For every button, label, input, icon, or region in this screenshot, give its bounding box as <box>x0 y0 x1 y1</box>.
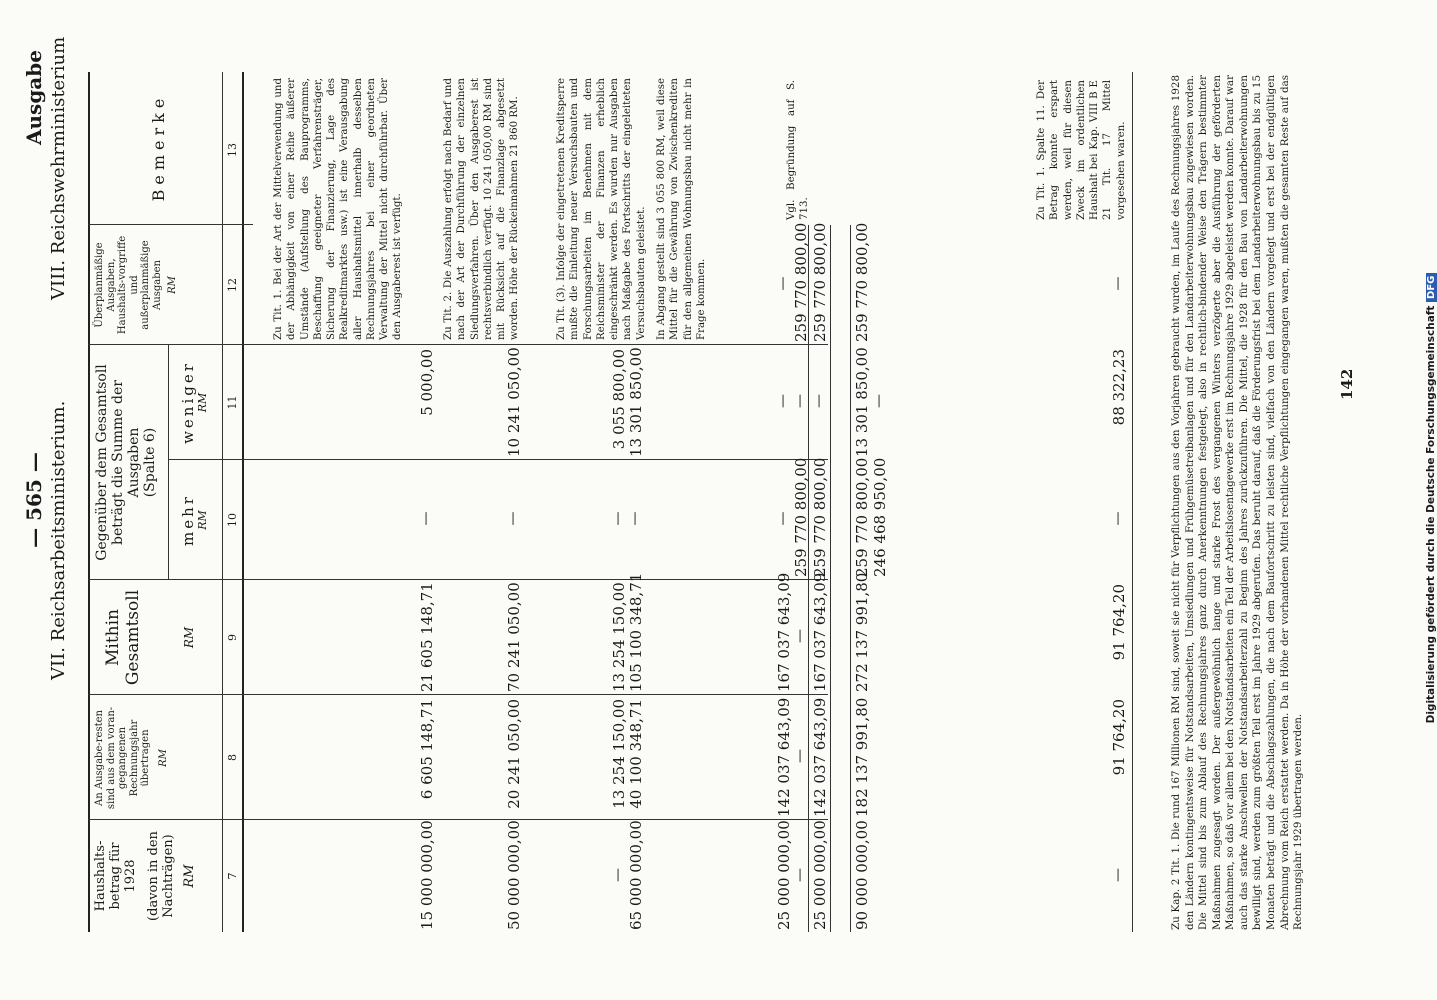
cell-c7: 90 000 000,00 <box>853 820 871 930</box>
footnote-kap2: Zu Kap. 2 Tit. 1. Die rund 167 Millionen RM sind, soweit sie nicht für Verpflichtungen aus den Vorjahren gebraucht wurden, im Laufe des Rechnungsjahres 1928 den Ländern kontingentsweise für Notstandsarbeiten, Umsiedlungen und Frühgemüsetreibanlagen und für den Landarbeiterwohnungsbau zugewiesen worden. Die Mittel sind bis zum Ablauf des Rechnungsjahres ganz durch Anerkenntnungen festgelegt, also in rechtlich-bindender Weise den Trägern bestimmter Maßnahmen zugesagt worden. Der außergewöhnlich lange und starke Frost des vergangenen Winters verzögerte aber die Ausführung der geförderten Maßnahmen, so daß vor allem bei den Notstandsarbeiten ein Teil der Arbeitslosentagewerke erst im Rechnungsjahre 1929 abgeleistet werden konnte. Darauf war auch das starke Anschwellen der Notstandsarbeiterzahl zu Beginn des Jahres zurückzuführen. Die Mittel, die 1928 für den Bau von Landarbeiterwohnungen bewilligt sind, werden zum größten Teil erst im Jahre 1929 abgerufen. Das beruht darauf, daß die Förderungsfrist bei dem Landarbeiterwohnungsbau bis zu 15 Monaten beträgt und die Abschlagszahlungen, die nach dem Baufortschritt zu leisten sind, vielfach von den Ländern vorgelegt und erst bei der endgültigen Abrechnung vom Reich erstattet werden. Da in Höhe der vorhandenen Mittel rechtliche Verpflichtungen eingegangen waren, mußten die gesamten Reste auf das Rechnungsjahr 1929 übertragen werden. <box>1170 75 1305 930</box>
cell-c10: — <box>418 511 434 526</box>
cell-c12: — <box>775 276 791 291</box>
cell-c8: — <box>792 749 808 763</box>
cell-c11: — <box>871 394 887 408</box>
cell-c7: — <box>1110 868 1126 882</box>
header-col7 <box>94 826 198 926</box>
unit-label: RM <box>167 276 178 294</box>
cell-c7: 25 000 000,00 <box>775 820 793 930</box>
cell-c11: 3 055 800,00 <box>610 349 628 450</box>
cell-c9: 91 764,20 <box>1110 584 1128 661</box>
cell-c9: 167 037 643,09 <box>775 572 793 692</box>
cell-c10: — <box>505 511 521 526</box>
cell-c7: 25 000 000,00 <box>811 820 829 930</box>
folio-number: 142 <box>1338 368 1356 400</box>
cell-c11: 5 000,00 <box>418 349 436 416</box>
header-split-rule <box>168 345 169 580</box>
cell-c10: — <box>627 511 643 526</box>
cell-c12: 259 770 800,00 <box>811 222 829 342</box>
cell-c8: 20 241 050,00 <box>505 699 523 809</box>
header-col10-11-sub: (Spalte 6) <box>142 427 159 498</box>
col-number: 7 <box>226 872 239 880</box>
unit-label: RM <box>181 864 197 888</box>
col-number: 9 <box>226 634 239 641</box>
header-col8-title: An Ausgabe-resten sind aus dem voran-gegangenen Rechnungsjahr übertragen <box>94 706 151 810</box>
cell-c9: 21 605 148,71 <box>418 582 436 692</box>
header-col10-11 <box>94 350 158 575</box>
dfg-logo: DFG <box>1426 273 1437 302</box>
cell-c8: 6 605 148,71 <box>418 699 436 800</box>
note-spalte-11: Zu Tit. 1. Spalte 11. Der Betrag konnte erspart werden, weil für diesen Zweck im ordentlichen Haushalt bei Kap. VIII B E 21 Tit. 17 Mittel vorgesehen waren. <box>1036 80 1127 220</box>
col-rule <box>88 819 828 820</box>
col-rule <box>88 344 828 345</box>
cell-c10: 259 770 800,00 <box>853 457 871 577</box>
sum-rule <box>830 225 831 932</box>
col-number: 12 <box>226 278 239 292</box>
cell-c11: — <box>792 394 808 408</box>
header-col11-title: weniger <box>179 361 197 444</box>
colno-bottom-rule <box>242 72 244 932</box>
header-col10-title: mehr <box>179 494 197 546</box>
col-rule <box>88 694 828 695</box>
cell-c10: 259 770 800,00 <box>811 457 829 577</box>
header-col13: Bemerke <box>149 93 168 202</box>
note-tit-1: Zu Tit. 1. Bei der Art der Mittelverwendung und der Abhängigkeit von einer Reihe äußerer Umstände (Aufstellung des Bauprogramms, Beschaffung geeigneter Verfahrensträger, Sicherung der Finanzierung, Lage des Realkreditmarktes usw.) ist eine Verausgabung aller Haushaltsmittel innerhalb desselben Rechnungsjahres bei einer geordneten Verwaltung der Mittel nicht durchführbar. Über den Ausgaberest ist verfügt. <box>273 78 404 340</box>
header-col10 <box>180 465 210 575</box>
cell-c9: 167 037 643,09 <box>811 572 829 692</box>
header-col9 <box>104 585 197 690</box>
unit-label: RM <box>182 626 197 649</box>
section-title-right: VIII. Reichswehrministerium <box>48 36 69 300</box>
header-col7-sub: (davon in den Nachträgen) <box>145 831 176 921</box>
cell-c12: — <box>1110 276 1126 291</box>
page-number: — 565 — <box>22 452 46 548</box>
cell-c8: 91 764,20 <box>1110 699 1128 776</box>
col-rule <box>168 459 828 460</box>
header-col9-title: Mithin Gesamtsoll <box>103 589 143 686</box>
cell-c8: 142 037 643,09 <box>811 697 829 817</box>
cell-c7: — <box>610 868 626 882</box>
cell-c8: 182 137 991,80 <box>853 697 871 817</box>
note-tit-3: Zu Tit. (3). Infolge der eingetretenen Kreditsperre mußte die Einleitung neuer Versuchsbauten und Forschungsarbeiten im Benehmen mit dem Reichsminister der Finanzen erheblich eingeschränkt werden. Es wurden nur Ausgaben nach Maßgabe des Fortschritts der eingeleiteten Versuchsbauten geleistet. <box>556 78 647 340</box>
header-col11 <box>180 350 210 455</box>
cell-c11: — <box>775 394 791 408</box>
cell-c11: — <box>811 394 827 408</box>
col-number: 13 <box>226 143 239 157</box>
unit-label: RM <box>196 392 210 413</box>
cell-c12: 259 770 800,00 <box>792 222 810 342</box>
sum-rule <box>808 225 809 932</box>
cell-c7: 65 000 000,00 <box>627 820 645 930</box>
cell-c10: — <box>1110 511 1126 526</box>
cell-c11: 13 301 850,00 <box>853 347 871 457</box>
header-bottom-rule <box>222 72 223 932</box>
header-col7-title: Haushalts-betrag für 1928 <box>93 840 138 912</box>
cell-c11: 88 322,23 <box>1110 349 1128 426</box>
col-rule <box>88 579 828 580</box>
cell-c9: 70 241 050,00 <box>505 582 523 692</box>
header-col8 <box>94 702 169 814</box>
section-title-left: VII. Reichsarbeitsministerium. <box>48 400 69 680</box>
col-number: 11 <box>226 395 239 410</box>
digitization-credit <box>1425 8 1437 988</box>
cell-c11: 13 301 850,00 <box>627 347 645 457</box>
sum-rule <box>850 225 851 932</box>
cell-c10: 259 770 800,00 <box>792 457 810 577</box>
cell-c10: — <box>610 511 626 526</box>
table-bottom-rule <box>1132 72 1133 932</box>
cell-c11: 10 241 050,00 <box>505 347 523 457</box>
cell-c9: 105 100 348,71 <box>627 572 645 692</box>
cell-c12: 259 770 800,00 <box>853 222 871 342</box>
ausgabe-heading: Ausgabe <box>22 50 46 145</box>
table-top-rule <box>88 72 90 932</box>
cell-c8: 142 037 643,09 <box>775 697 793 817</box>
cell-c7: 15 000 000,00 <box>418 820 436 930</box>
col-number: 10 <box>226 513 239 527</box>
unit-label: RM <box>157 749 169 767</box>
col-number: 8 <box>226 754 239 761</box>
note-begruendung: Vgl. Begründung auf S. 713. <box>786 80 811 220</box>
cell-c7: 50 000 000,00 <box>505 820 523 930</box>
note-tit-2: Zu Tit. 2. Die Auszahlung erfolgt nach Bedarf und nach der Art der Durchführung der einzelnen Siedlungsverfahren. Über den Ausgaberest ist rechtsverbindlich verfügt. 10 241 050,00 RM sind mit Rücksicht auf die Finanzlage abgesetzt worden. Höhe der Rückeinnahmen 21 860 RM. <box>443 78 521 340</box>
header-col10-11-title: Gegenüber dem Gesamtsoll beträgt die Summe der Ausgaben <box>94 364 143 561</box>
note-abgang: In Abgang gestellt sind 3 055 800 RM, weil diese Mittel für die Gewährung von Zwischenkrediten für den allgemeinen Wohnungsbau nicht mehr in Frage kommen. <box>656 78 707 340</box>
cell-c9: 13 254 150,00 <box>610 582 628 692</box>
cell-c9: 272 137 991,80 <box>853 572 871 692</box>
cell-c8: 40 100 348,71 <box>627 699 645 809</box>
cell-c7: — <box>792 868 808 882</box>
header-col12 <box>94 230 179 340</box>
header-col12-title: Überplanmäßige Ausgaben, Haushalts-vorgriffe und außerplanmäßige Ausgaben <box>94 235 163 335</box>
cell-c9: — <box>792 629 808 643</box>
unit-label: RM <box>196 510 210 530</box>
cell-c10: — <box>775 511 791 526</box>
cell-c8: 13 254 150,00 <box>610 699 628 809</box>
cell-c10: 246 468 950,00 <box>871 457 889 577</box>
digitization-text: Digitalisierung gefördert durch die Deutsche Forschungsgemeinschaft <box>1425 305 1437 724</box>
